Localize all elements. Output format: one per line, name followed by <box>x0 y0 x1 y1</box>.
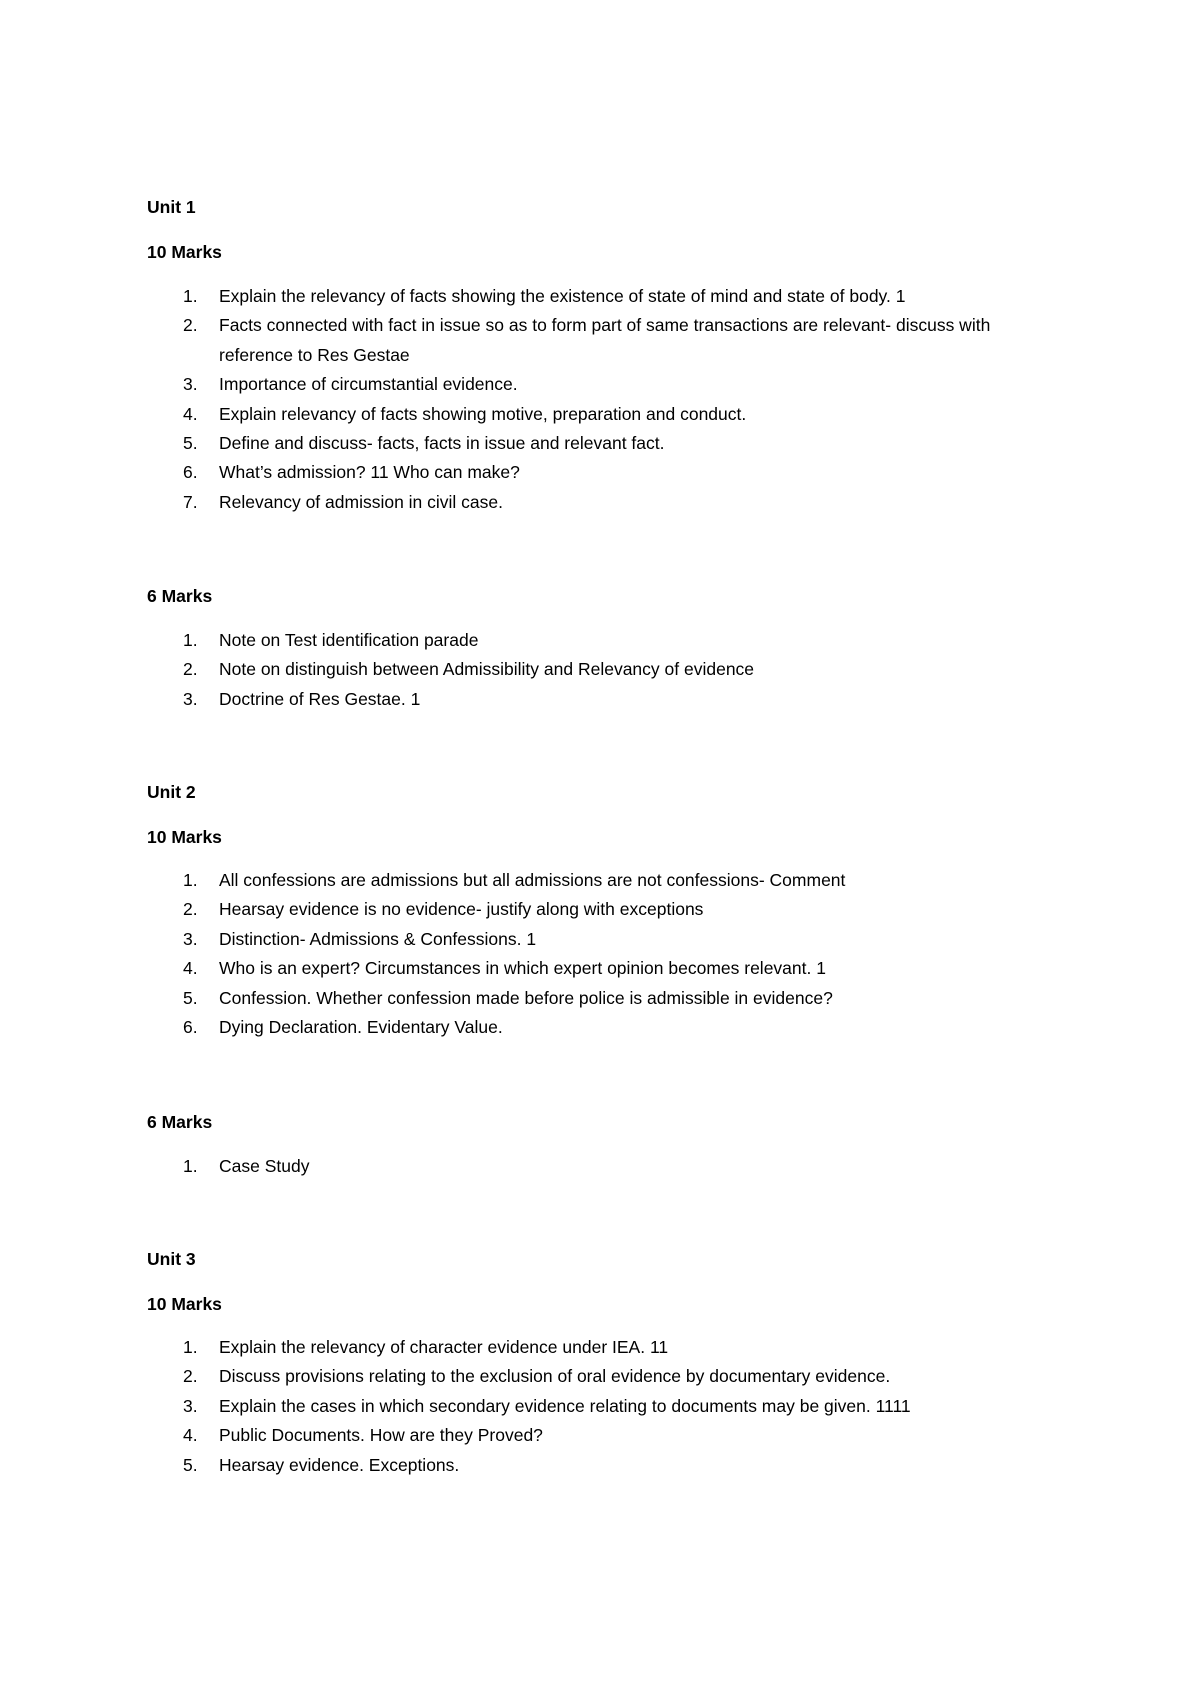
list-item: 4. Public Documents. How are they Proved? <box>183 1425 543 1446</box>
list-item: 7. Relevancy of admission in civil case. <box>183 491 504 512</box>
unit-3-10-marks-list <box>147 1333 1047 1480</box>
unit-2-title: Unit 2 <box>147 782 196 802</box>
list-item: 3. Doctrine of Res Gestae. 1 <box>183 688 421 709</box>
unit-2-6-marks-list <box>147 1152 1047 1181</box>
list-item: 1. Note on Test identification parade <box>183 630 479 650</box>
list-item: 3. Distinction- Admissions & Confessions. 1 <box>183 928 537 949</box>
list-item: 5. Hearsay evidence. Exceptions. <box>183 1454 460 1475</box>
list-item: 2. Hearsay evidence is no evidence- justify along with exceptions <box>183 899 704 920</box>
unit-1-6-marks-heading: 6 Marks <box>147 586 213 606</box>
list-item: 4. Explain relevancy of facts showing motive, preparation and conduct. <box>183 403 747 424</box>
list-item: 4. Who is an expert? Circumstances in which expert opinion becomes relevant. 1 <box>183 958 826 979</box>
list-item: 1. Explain the relevancy of facts showing the existence of state of mind and state of body. 1 <box>183 286 906 306</box>
list-item: 2. Facts connected with fact in issue so as to form part of same transactions are relevant- discuss with reference to Res Gestae <box>183 315 991 365</box>
unit-2-6-marks-heading: 6 Marks <box>147 1112 213 1132</box>
unit-3-10-marks-heading: 10 Marks <box>147 1294 222 1314</box>
list-item: 3. Importance of circumstantial evidence. <box>183 374 518 395</box>
list-item: 2. Note on distinguish between Admissibility and Relevancy of evidence <box>183 659 755 680</box>
unit-3-title: Unit 3 <box>147 1249 196 1269</box>
list-item: 1. Case Study <box>183 1156 310 1176</box>
unit-1-6-marks-list <box>147 626 1047 714</box>
unit-1-10-marks-heading: 10 Marks <box>147 242 222 262</box>
unit-1-title: Unit 1 <box>147 197 196 217</box>
unit-1-10-marks-list <box>147 282 1047 517</box>
unit-2-10-marks-list <box>147 866 1047 1042</box>
list-item: 5. Confession. Whether confession made before police is admissible in evidence? <box>183 987 833 1008</box>
list-item: 3. Explain the cases in which secondary evidence relating to documents may be given. 1111 <box>183 1395 911 1416</box>
list-item: 2. Discuss provisions relating to the exclusion of oral evidence by documentary evidence. <box>183 1366 891 1387</box>
list-item: 6. Dying Declaration. Evidentary Value. <box>183 1017 503 1038</box>
list-item: 1. All confessions are admissions but all admissions are not confessions- Comment <box>183 870 846 890</box>
list-item: 6. What’s admission? 11 Who can make? <box>183 462 520 483</box>
list-item: 5. Define and discuss- facts, facts in issue and relevant fact. <box>183 433 665 454</box>
list-item: 1. Explain the relevancy of character evidence under IEA. 11 <box>183 1337 669 1357</box>
unit-2-10-marks-heading: 10 Marks <box>147 827 222 847</box>
